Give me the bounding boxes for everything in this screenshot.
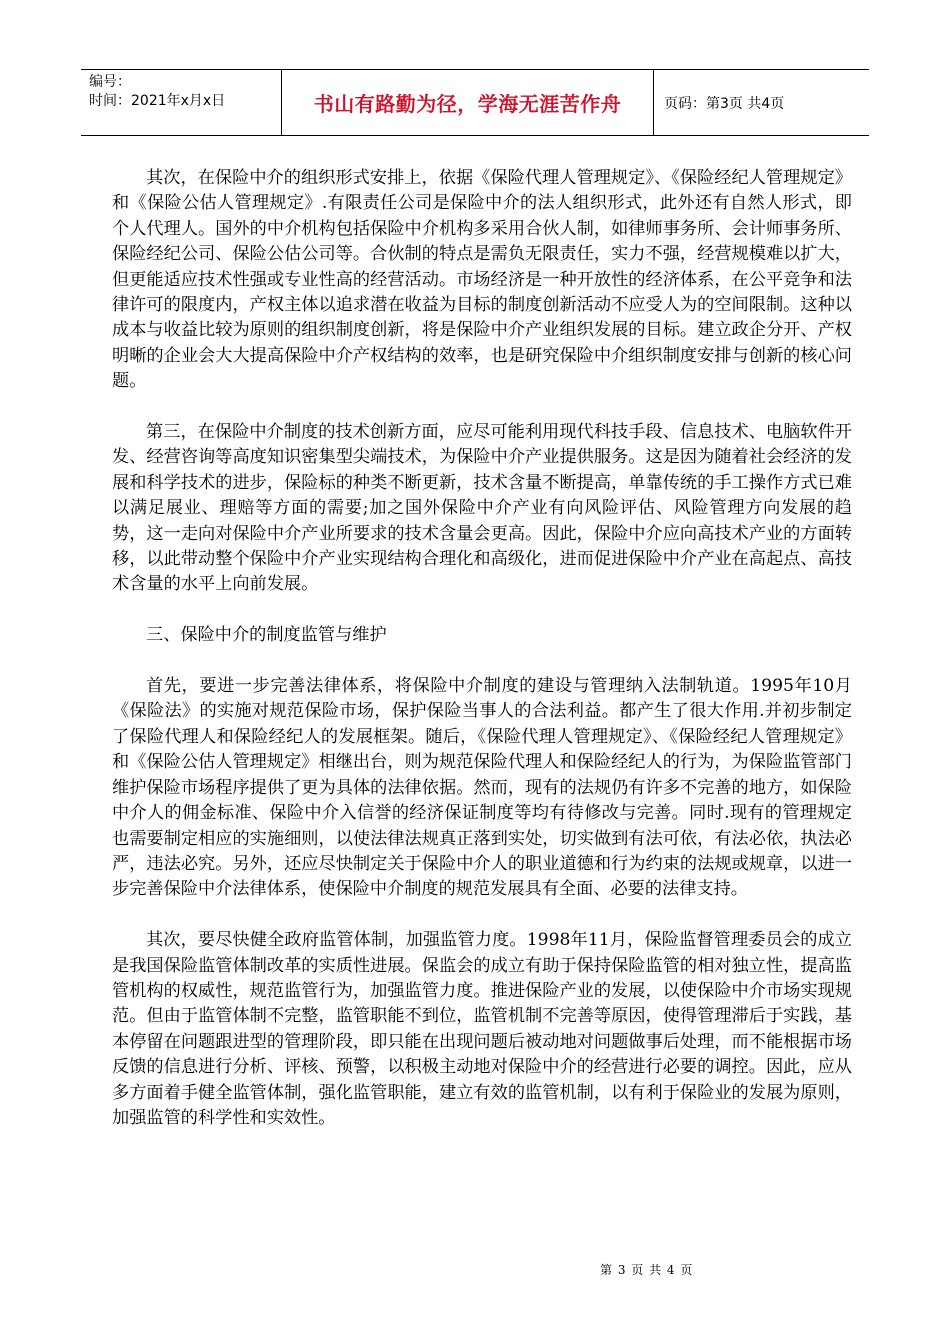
paragraph: 其次，在保险中介的组织形式安排上，依据《保险代理人管理规定》、《保险经纪人管理规定》和《保险公估人管理规定》.有限责任公司是保险中介的法人组织形式，此外还有自然人形式，即个人代理人。国外的中介机构包括保险中介机构多采用合伙人制，如律师事务所、会计师事务所、保险经纪公司、保险公估公司等。合伙制的特点是需负无限责任，实力不强，经营规模难以扩大，但更能适应技术性强或专业性高的经营活动。市场经济是一种开放性的经济体系，在公平竞争和法律许可的限度内，产权主体以追求潜在收益为目标的制度创新活动不应受人为的空间限制。这种以成本与收益比较为原则的组织制度创新，将是保险中介产业组织发展的目标。建立政企分开、产权明晰的企业会大大提高保险中介产权结构的效率，也是研究保险中介组织制度安排与创新的核心问题。	[112, 168, 852, 392]
header-meta	[81, 70, 282, 135]
header-motto: 书山有路勤为径，学海无涯苦作舟	[282, 70, 654, 135]
paragraph: 第三，在保险中介制度的技术创新方面，应尽可能利用现代科技手段、信息技术、电脑软件开发、经营咨询等高度知识密集型尖端技术，为保险中介产业提供服务。这是因为随着社会经济的发展和科学技术的进步，保险标的种类不断更新，技术含量不断提高，单靠传统的手工操作方式已难以满足展业、理赔等方面的需要;加之国外保险中介产业有向风险评估、风险管理方向发展的趋势，这一走向对保险中介产业所要求的技术含量会更高。因此，保险中介应向高技术产业的方面转移，以此带动整个保险中介产业实现结构合理化和高级化，进而促进保险中介产业在高起点、高技术含量的水平上向前发展。	[112, 422, 852, 595]
document-body	[112, 166, 852, 1157]
page-footer: 第 3 页 共 4 页	[600, 1263, 694, 1277]
doc-time-label: 时间：2021年x月x日	[89, 93, 226, 109]
page-header	[81, 69, 869, 136]
header-page-info: 页码：第3页 共4页	[664, 95, 785, 112]
section-heading: 三、保险中介的制度监管与维护	[146, 625, 387, 646]
paragraph: 首先，要进一步完善法律体系，将保险中介制度的建设与管理纳入法制轨道。1995年10月《保险法》的实施对规范保险市场，保护保险当事人的合法利益。都产生了很大作用.并初步制定了保险代理人和保险经纪人的发展框架。随后，《保险代理人管理规定》、《保险经纪人管理规定》和《保险公估人管理规定》相继出台，则为规范保险代理人和保险经纪人的行为，为保险监管部门维护保险市场程序提供了更为具体的法律依据。然而，现有的法规仍有许多不完善的地方，如保险中介人的佣金标准、保险中介入信誉的经济保证制度等均有待修改与完善。同时.现有的管理规定也需要制定相应的实施细则，以使法律法规真正落到实处，切实做到有法可依，有法必依，执法必严，违法必究。另外，还应尽快制定关于保险中介人的职业道德和行为约束的法规或规章，以进一步完善保险中介法律体系，使保险中介制度的规范发展具有全面、必要的法律支持。	[112, 676, 852, 900]
doc-number-label: 编号：	[89, 74, 131, 90]
paragraph: 其次，要尽快健全政府监管体制，加强监管力度。1998年11月，保险监督管理委员会的成立是我国保险监管体制改革的实质性进展。保监会的成立有助于保持保险监管的相对独立性，提高监管机构的权威性，规范监管行为，加强监管力度。推进保险产业的发展，以使保险中介市场实现规范。但由于监管体制不完整，监管职能不到位，监管机制不完善等原因，使得管理滞后于实践，基本停留在问题跟进型的管理阶段，即只能在出现问题后被动地对问题做事后处理，而不能根据市场反馈的信息进行分析、评核、预警，以积极主动地对保险中介的经营进行必要的调控。因此，应从多方面着手健全监管体制，强化监管职能，建立有效的监管机制，以有利于保险业的发展为原则，加强监管的科学性和实效性。	[112, 930, 852, 1128]
